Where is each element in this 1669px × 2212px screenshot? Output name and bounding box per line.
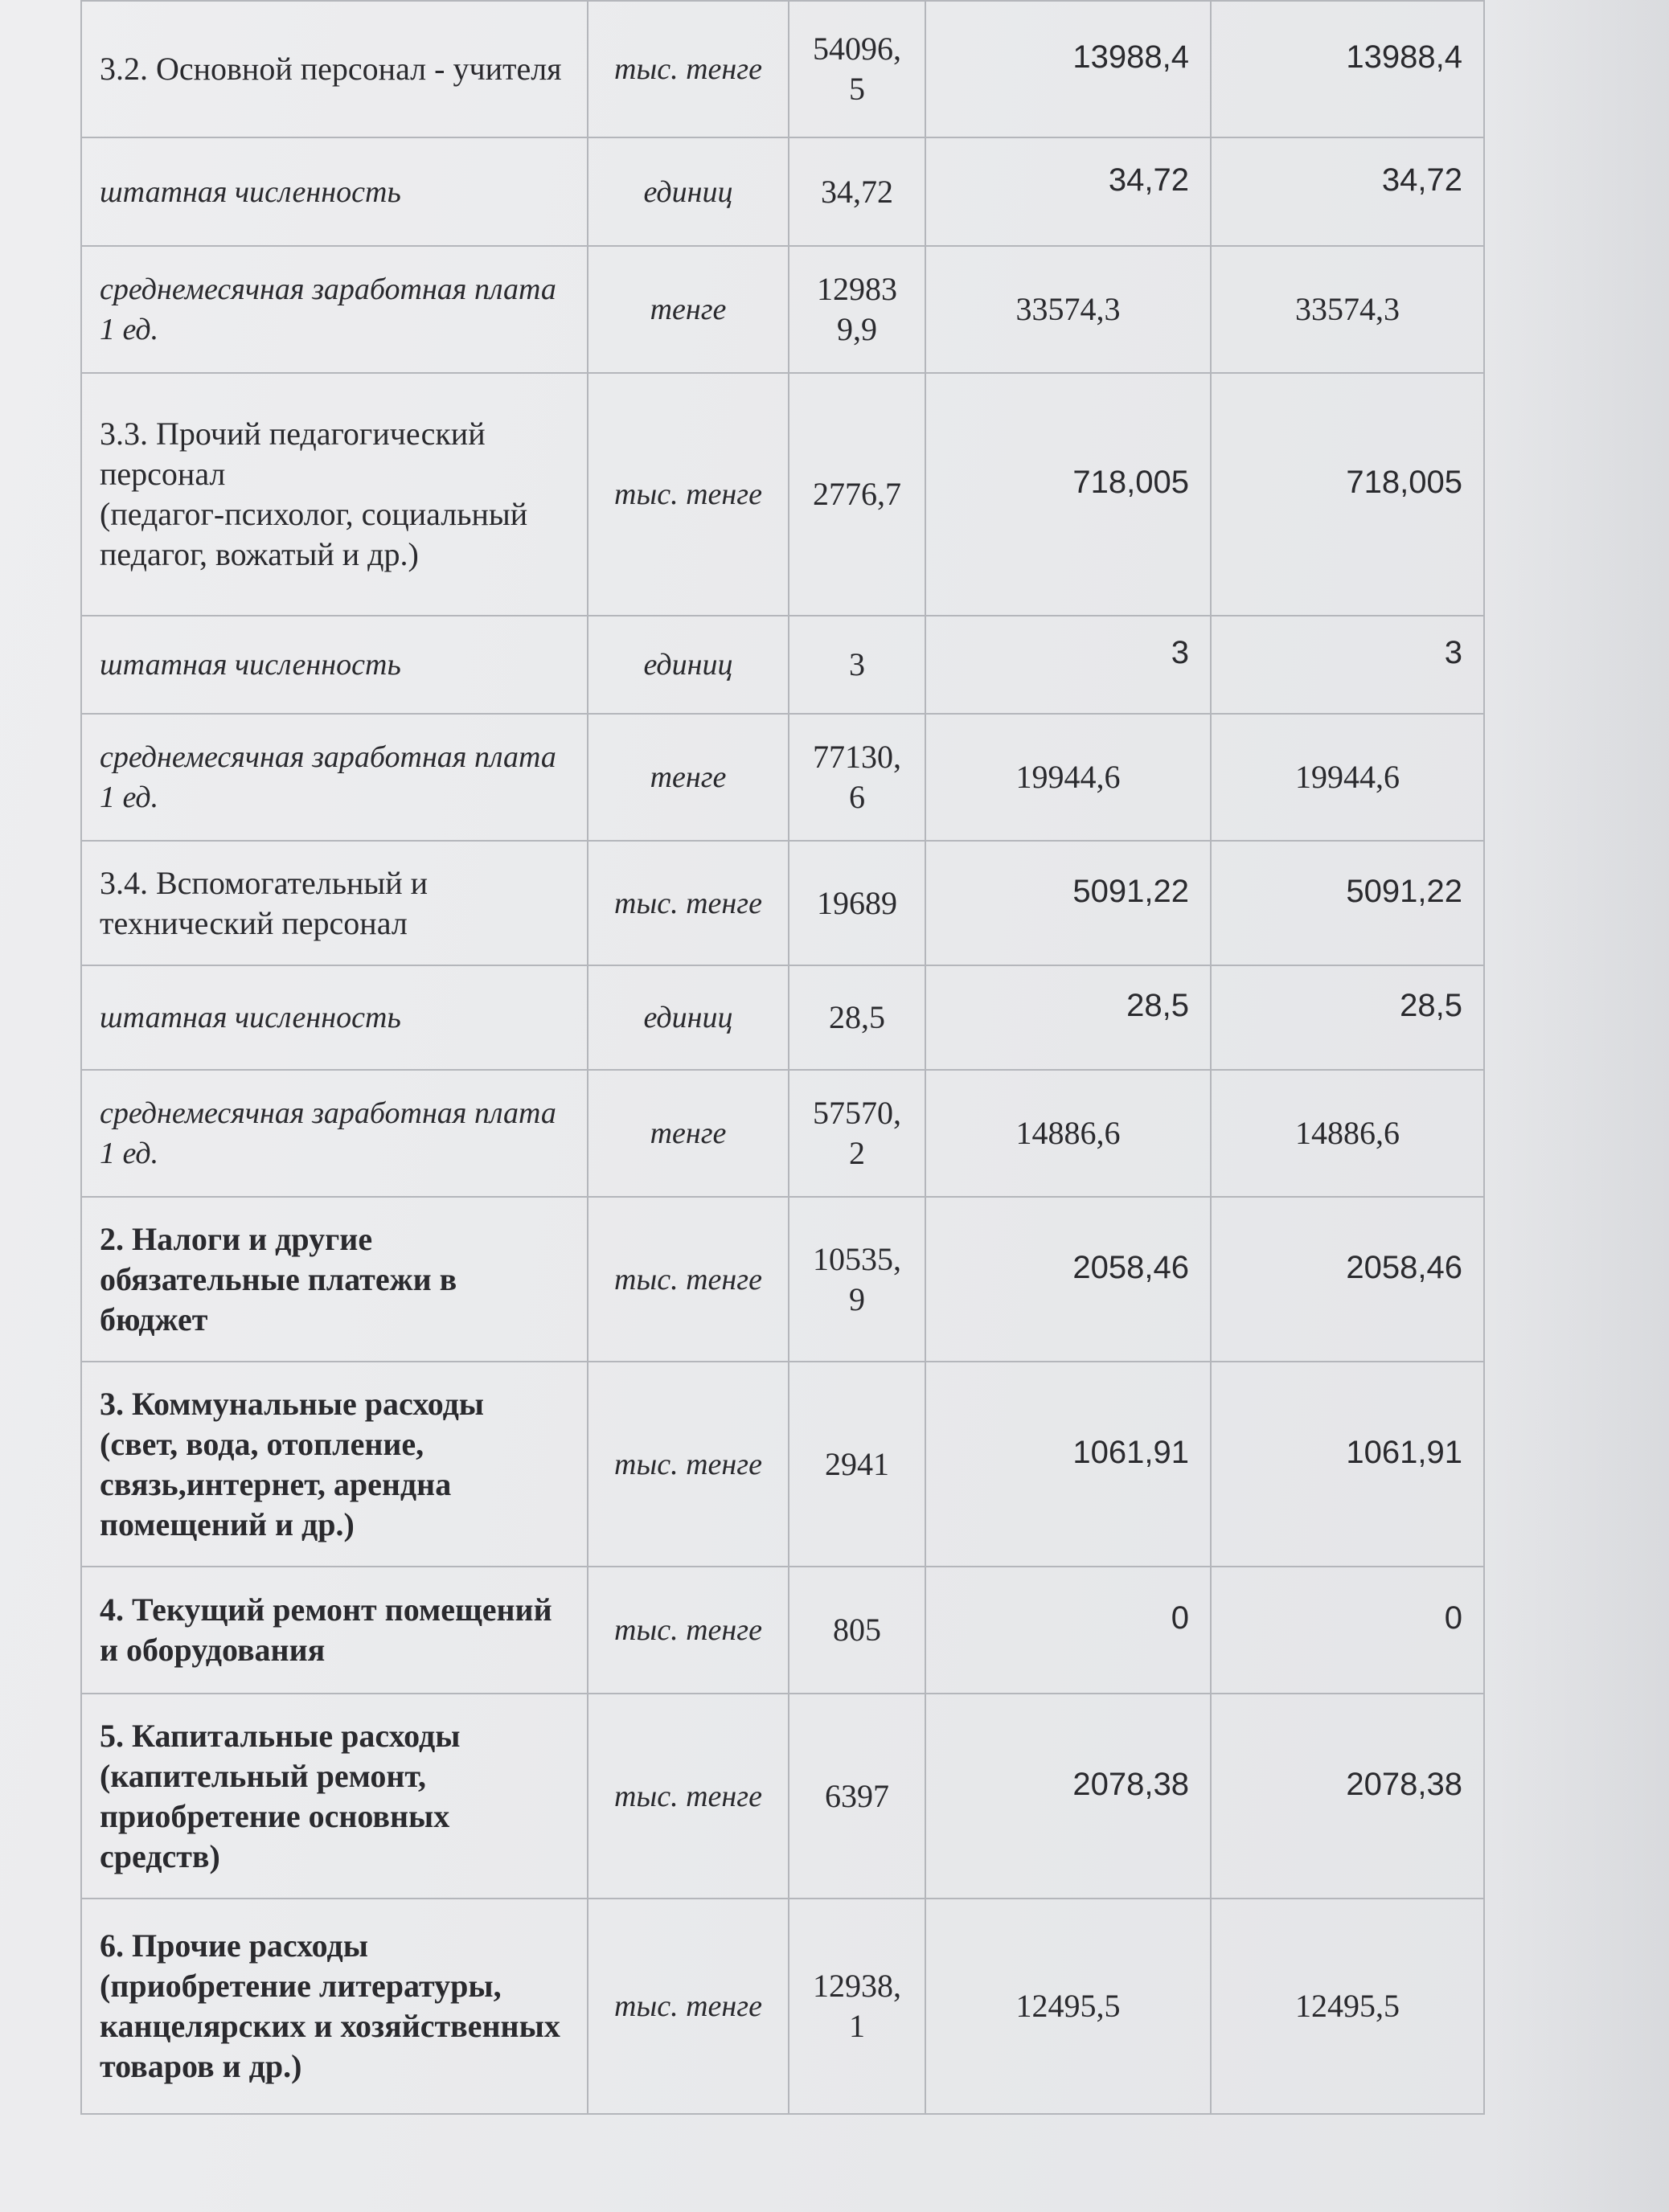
row-plan-2: 14886,6 <box>1211 1070 1484 1197</box>
table-row <box>81 1362 1484 1567</box>
table-row <box>81 714 1484 841</box>
row-name: 4. Текущий ремонт помещений и оборудования <box>81 1567 588 1694</box>
row-plan-2: 33574,3 <box>1211 246 1484 373</box>
row-unit: единиц <box>643 1001 733 1034</box>
row-plan-2: 19944,6 <box>1211 714 1484 841</box>
row-name: среднемесячная заработная плата 1 ед. <box>81 714 588 841</box>
row-value: 34,72 <box>821 173 893 210</box>
row-plan-1: 5091,22 <box>925 841 1211 965</box>
row-value: 28,5 <box>829 999 885 1035</box>
row-unit: тенге <box>650 760 727 794</box>
row-name: среднемесячная заработная плата 1 ед. <box>81 1070 588 1197</box>
row-name: 3. Коммунальные расходы (свет, вода, отопление, связь,интернет, арендна помещений и др.) <box>81 1362 588 1567</box>
row-plan-2: 34,72 <box>1211 137 1484 246</box>
row-value: 19689 <box>817 884 897 921</box>
row-unit: тыс. тенге <box>614 886 762 920</box>
table-row <box>81 1 1484 137</box>
row-name: штатная численность <box>81 137 588 246</box>
row-plan-1: 13988,4 <box>925 1 1211 137</box>
row-plan-1: 12495,5 <box>925 1899 1211 2114</box>
row-unit: тыс. тенге <box>614 1262 762 1296</box>
row-plan-1: 19944,6 <box>925 714 1211 841</box>
row-plan-2: 2078,38 <box>1211 1694 1484 1899</box>
row-unit: тыс. тенге <box>614 477 762 511</box>
row-unit: тенге <box>650 1116 727 1150</box>
table-row <box>81 1694 1484 1899</box>
row-plan-2: 1061,91 <box>1211 1362 1484 1567</box>
table-row <box>81 246 1484 373</box>
row-plan-1: 2058,46 <box>925 1197 1211 1362</box>
row-name: 5. Капитальные расходы (капительный ремонт, приобретение основных средств) <box>81 1694 588 1899</box>
row-plan-1: 14886,6 <box>925 1070 1211 1197</box>
row-unit: тыс. тенге <box>614 1989 762 2023</box>
row-plan-1: 33574,3 <box>925 246 1211 373</box>
row-value: 6397 <box>825 1777 889 1814</box>
row-value: 12983 9,9 <box>817 271 897 347</box>
table-row <box>81 1567 1484 1694</box>
row-name: 6. Прочие расходы (приобретение литературы, канцелярских и хозяйственных товаров и др.) <box>81 1899 588 2114</box>
row-value: 10535, 9 <box>813 1240 901 1317</box>
row-plan-1: 0 <box>925 1567 1211 1694</box>
row-name: 3.2. Основной персонал - учителя <box>81 1 588 137</box>
row-plan-2: 5091,22 <box>1211 841 1484 965</box>
table-row <box>81 965 1484 1070</box>
table-row <box>81 1070 1484 1197</box>
row-plan-2: 12495,5 <box>1211 1899 1484 2114</box>
row-plan-1: 1061,91 <box>925 1362 1211 1567</box>
row-plan-2: 718,005 <box>1211 373 1484 616</box>
row-unit: тыс. тенге <box>614 1779 762 1813</box>
budget-table <box>80 0 1485 2115</box>
row-name: среднемесячная заработная плата 1 ед. <box>81 246 588 373</box>
table-row <box>81 137 1484 246</box>
row-unit: единиц <box>643 648 733 682</box>
row-unit: тыс. тенге <box>614 1447 762 1481</box>
row-unit: тыс. тенге <box>614 52 762 86</box>
row-name: 2. Налоги и другие обязательные платежи в бюджет <box>81 1197 588 1362</box>
row-plan-2: 13988,4 <box>1211 1 1484 137</box>
row-value: 12938, 1 <box>813 1968 901 2044</box>
row-plan-2: 3 <box>1211 616 1484 714</box>
row-plan-2: 0 <box>1211 1567 1484 1694</box>
row-value: 2776,7 <box>813 476 901 512</box>
table-row <box>81 616 1484 714</box>
row-plan-1: 28,5 <box>925 965 1211 1070</box>
row-name: штатная численность <box>81 965 588 1070</box>
row-unit: тенге <box>650 293 727 326</box>
row-value: 805 <box>833 1612 881 1648</box>
table-row <box>81 841 1484 965</box>
row-unit: единиц <box>643 174 733 209</box>
row-plan-2: 28,5 <box>1211 965 1484 1070</box>
table-row <box>81 373 1484 616</box>
row-value: 3 <box>849 646 865 682</box>
page-shadow <box>1492 0 1669 2212</box>
row-value: 54096, 5 <box>813 31 901 107</box>
row-plan-1: 3 <box>925 616 1211 714</box>
row-unit: тыс. тенге <box>614 1613 762 1647</box>
table-row <box>81 1197 1484 1362</box>
row-name: 3.4. Вспомогательный и технический персонал <box>81 841 588 965</box>
row-value: 77130, 6 <box>813 739 901 815</box>
row-plan-1: 718,005 <box>925 373 1211 616</box>
row-plan-1: 34,72 <box>925 137 1211 246</box>
row-plan-1: 2078,38 <box>925 1694 1211 1899</box>
row-name: штатная численность <box>81 616 588 714</box>
table-row <box>81 1899 1484 2114</box>
row-value: 57570, 2 <box>813 1095 901 1171</box>
row-plan-2: 2058,46 <box>1211 1197 1484 1362</box>
row-name: 3.3. Прочий педагогический персонал (педагог-психолог, социальный педагог, вожатый и др.) <box>81 373 588 616</box>
row-value: 2941 <box>825 1445 889 1482</box>
